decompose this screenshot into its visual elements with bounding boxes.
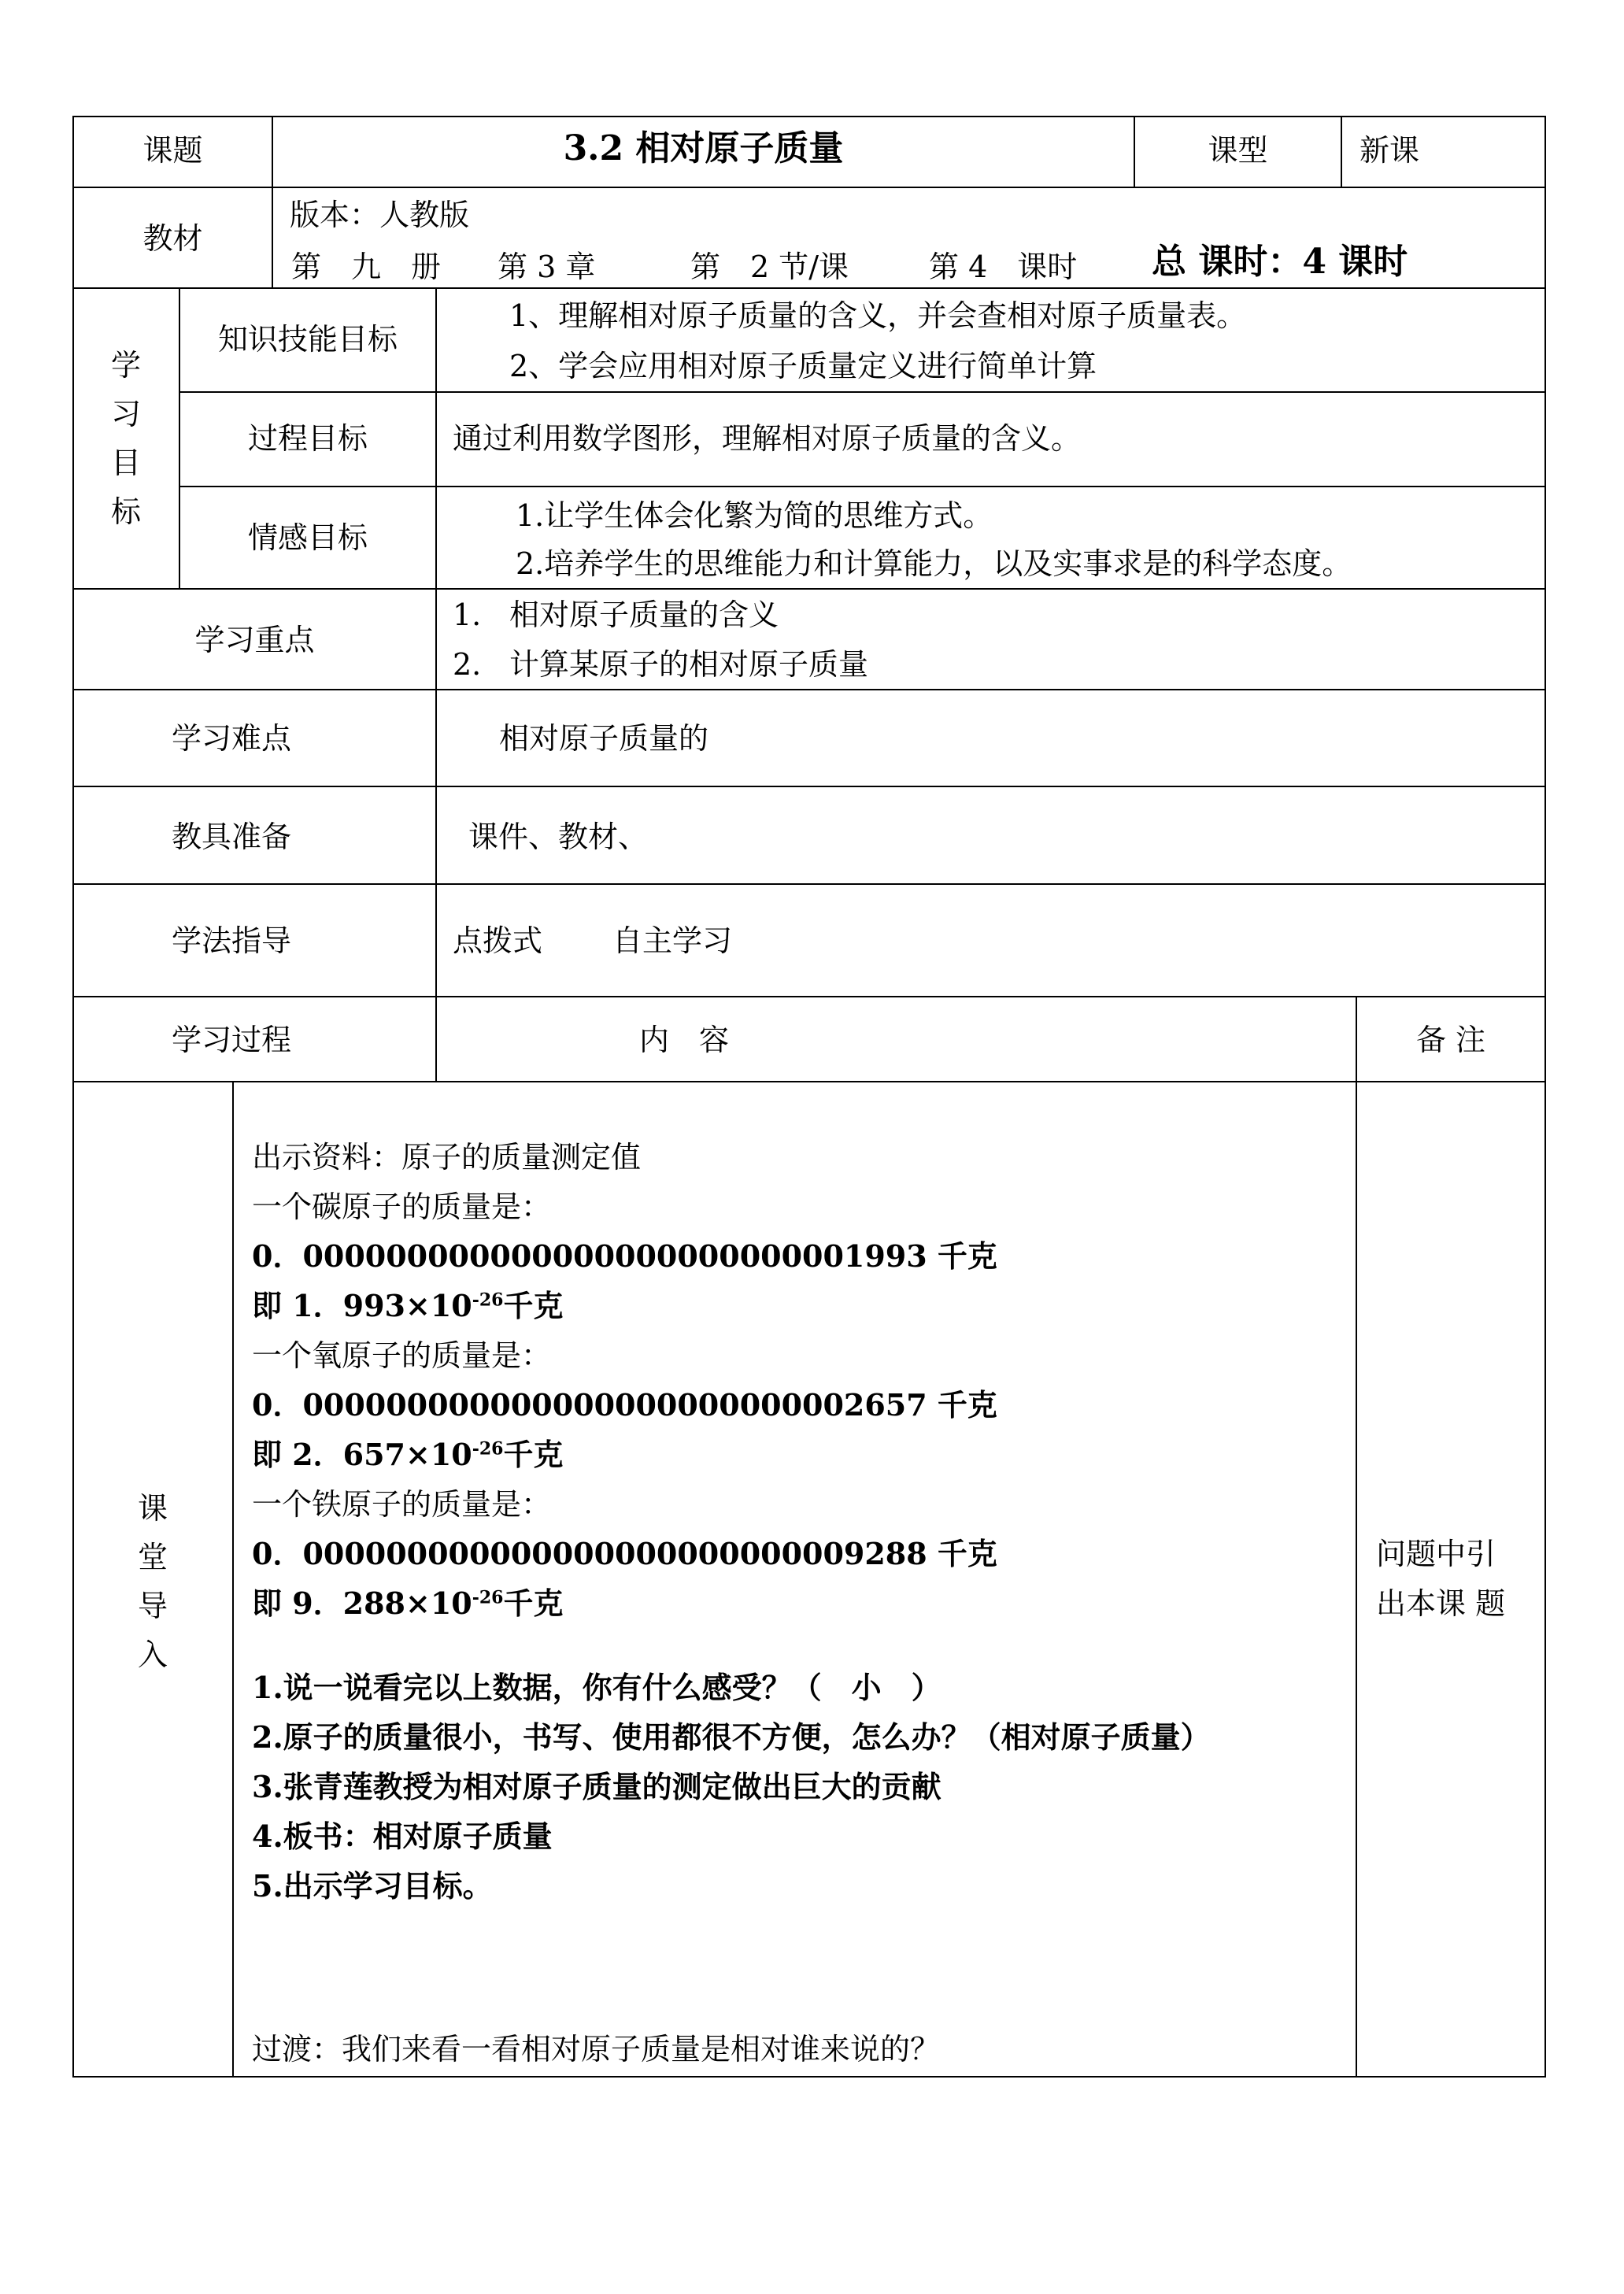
difficulty-text: 相对原子质量的 — [499, 721, 709, 756]
notes-header: 备 注 — [1415, 1023, 1486, 1057]
atom-decimal-mass: 0．000000000000000000000000002657 千克 — [252, 1387, 997, 1423]
objectives-group-label: 学 习 目 标 — [110, 348, 141, 529]
process-goal-text: 通过利用数学图形，理解相对原子质量的含义。 — [453, 421, 1082, 456]
atom-sci-mass: 即 1．$993\times 10^{-26}$千克 — [252, 1288, 564, 1323]
atom-decimal-mass: 0．000000000000000000000000001993 千克 — [252, 1238, 997, 1274]
difficulty-label: 学习难点 — [172, 721, 292, 756]
atom-intro: 一个铁原子的质量是： — [252, 1487, 552, 1522]
content-header: 内 容 — [639, 1023, 730, 1057]
key-point-text: 相对原子质量的含义 — [509, 598, 779, 632]
atom-sci-mass: 即 2．$657\times 10^{-26}$千克 — [252, 1437, 564, 1472]
textbook-book: 第 九 册 — [291, 250, 442, 284]
process-label: 学习过程 — [172, 1023, 292, 1057]
textbook-period: 第 4 课时 — [929, 250, 1078, 284]
method-label: 学法指导 — [172, 923, 292, 958]
tools-text: 课件、教材、 — [468, 820, 649, 854]
knowledge-goal-item: 1、理解相对原子质量的含义，并会查相对原子质量表。 — [509, 298, 1247, 333]
intro-question: 5.出示学习目标。 — [252, 1868, 493, 1904]
knowledge-goal-label: 知识技能目标 — [217, 322, 398, 357]
key-point-num: 1. — [453, 598, 482, 632]
textbook-chapter: 第 3 章 — [498, 250, 596, 284]
material-title: 出示资料：原子的质量测定值 — [252, 1140, 642, 1175]
emotion-goal-item: 2.培养学生的思维能力和计算能力，以及实事求是的科学态度。 — [516, 546, 1352, 581]
topic-label: 课题 — [142, 133, 203, 168]
intro-note: 问题中引 — [1376, 1537, 1496, 1571]
emotion-goal-item: 1.让学生体会化繁为简的思维方式。 — [516, 498, 993, 533]
intro-note: 出本课 题 — [1376, 1586, 1506, 1621]
lesson-type-label: 课型 — [1208, 133, 1268, 168]
textbook-section: 第 2 节/课 — [690, 250, 849, 284]
intro-section-label: 课 堂 导 入 — [137, 1491, 168, 1672]
page-title: 3.2 相对原子质量 — [563, 128, 844, 168]
emotion-goal-label: 情感目标 — [247, 520, 368, 555]
intro-question: 4.板书：相对原子质量 — [252, 1819, 553, 1854]
atom-intro: 一个氧原子的质量是： — [252, 1338, 552, 1373]
knowledge-goal-item: 2、学会应用相对原子质量定义进行简单计算 — [509, 349, 1097, 383]
transition-text: 过渡：我们来看一看相对原子质量是相对谁来说的？ — [252, 2032, 941, 2066]
process-goal-label: 过程目标 — [247, 421, 368, 456]
method-item: 点拨式 — [453, 923, 543, 958]
textbook-version: 版本：人教版 — [290, 198, 470, 232]
intro-question: 2.原子的质量很小，书写、使用都很不方便，怎么办？（相对原子质量） — [252, 1719, 1211, 1755]
key-point-text: 计算某原子的相对原子质量 — [509, 647, 869, 682]
atom-sci-mass: 即 9．$288\times 10^{-26}$千克 — [252, 1585, 564, 1621]
atom-decimal-mass: 0．000000000000000000000000009288 千克 — [252, 1536, 997, 1571]
intro-question: 1.说一说看完以上数据，你有什么感受？（ 小 ） — [252, 1670, 941, 1705]
tools-label: 教具准备 — [172, 820, 292, 854]
key-point-num: 2. — [453, 647, 482, 682]
textbook-label: 教材 — [142, 221, 203, 256]
method-item: 自主学习 — [612, 923, 733, 958]
key-points-label: 学习重点 — [194, 623, 315, 657]
atom-intro: 一个碳原子的质量是： — [252, 1190, 552, 1224]
lesson-type-value: 新课 — [1359, 133, 1420, 168]
textbook-total: 总 课时：4 课时 — [1152, 242, 1408, 282]
intro-question: 3.张青莲教授为相对原子质量的测定做出巨大的贡献 — [252, 1769, 941, 1804]
